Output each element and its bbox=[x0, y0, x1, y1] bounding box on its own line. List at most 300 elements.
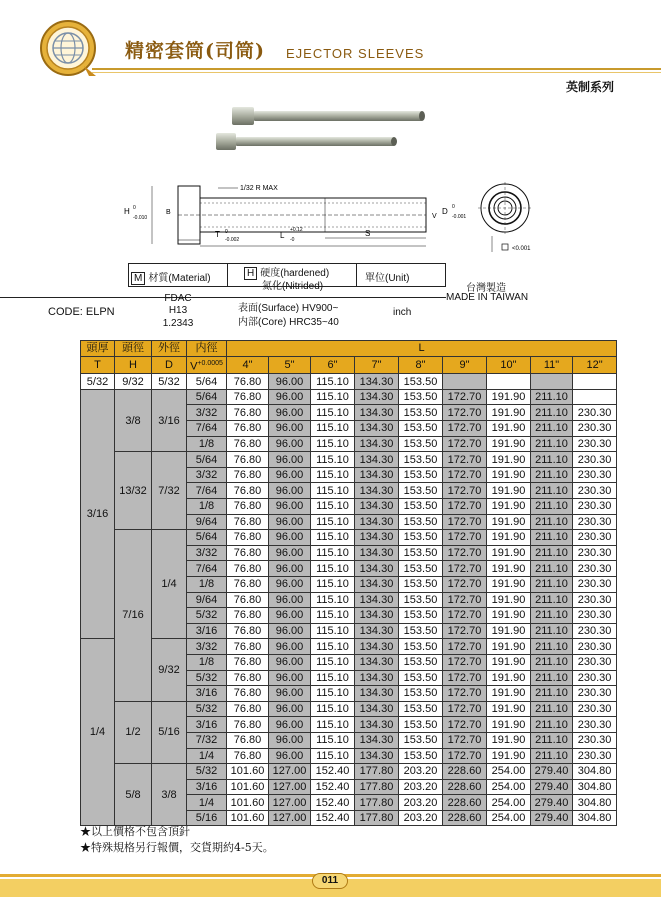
price-cell: 211.10 bbox=[531, 701, 573, 717]
spec-rule bbox=[0, 297, 446, 298]
price-cell: 191.90 bbox=[487, 530, 531, 546]
price-cell: 177.80 bbox=[355, 795, 399, 811]
price-cell: 211.10 bbox=[531, 748, 573, 764]
notes bbox=[80, 824, 274, 856]
material-1: FDAC bbox=[164, 293, 192, 304]
price-cell: 127.00 bbox=[269, 795, 311, 811]
header-row-2 bbox=[81, 356, 617, 374]
price-cell bbox=[573, 374, 617, 390]
price-cell: 203.20 bbox=[399, 810, 443, 826]
note-1: ★以上價格不包含頂針 bbox=[80, 825, 190, 838]
price-cell: 96.00 bbox=[269, 561, 311, 577]
price-cell: 115.10 bbox=[311, 421, 355, 437]
made-in-en: MADE IN TAIWAN bbox=[446, 292, 529, 303]
price-cell: 76.80 bbox=[227, 670, 269, 686]
price-cell: 172.70 bbox=[443, 545, 487, 561]
material-3: 1.2343 bbox=[162, 318, 194, 329]
price-cell: 134.30 bbox=[355, 389, 399, 405]
outer-dia-cell: 3/16 bbox=[152, 389, 187, 451]
inner-dia-cell: 3/16 bbox=[187, 717, 227, 733]
price-cell: 211.10 bbox=[531, 654, 573, 670]
price-cell: 115.10 bbox=[311, 717, 355, 733]
inner-dia-cell: 7/64 bbox=[187, 483, 227, 499]
price-cell: 134.30 bbox=[355, 639, 399, 655]
product-code: CODE: ELPN bbox=[48, 306, 115, 318]
d-tol-top: 0 bbox=[452, 204, 455, 210]
page-title-en: EJECTOR SLEEVES bbox=[286, 46, 425, 61]
price-cell: 76.80 bbox=[227, 623, 269, 639]
price-cell: 115.10 bbox=[311, 514, 355, 530]
len-9: 9" bbox=[443, 356, 487, 374]
price-cell: 191.90 bbox=[487, 608, 531, 624]
h-tol-top: 0 bbox=[133, 205, 136, 211]
price-cell: 115.10 bbox=[311, 467, 355, 483]
price-cell: 191.90 bbox=[487, 717, 531, 733]
price-cell: 230.30 bbox=[573, 654, 617, 670]
price-cell: 134.30 bbox=[355, 452, 399, 468]
price-cell: 76.80 bbox=[227, 608, 269, 624]
price-cell: 134.30 bbox=[355, 436, 399, 452]
price-cell: 153.50 bbox=[399, 639, 443, 655]
price-cell: 172.70 bbox=[443, 499, 487, 515]
price-cell: 96.00 bbox=[269, 374, 311, 390]
h-label: H bbox=[124, 207, 130, 216]
price-cell: 96.00 bbox=[269, 701, 311, 717]
price-cell: 152.40 bbox=[311, 779, 355, 795]
price-cell: 76.80 bbox=[227, 405, 269, 421]
price-cell: 115.10 bbox=[311, 732, 355, 748]
price-cell: 153.50 bbox=[399, 670, 443, 686]
head-dia-cell: 13/32 bbox=[115, 452, 152, 530]
price-cell: 211.10 bbox=[531, 499, 573, 515]
price-cell: 101.60 bbox=[227, 764, 269, 780]
price-cell: 134.30 bbox=[355, 670, 399, 686]
price-cell: 115.10 bbox=[311, 389, 355, 405]
price-cell: 115.10 bbox=[311, 561, 355, 577]
made-in-cn: 台灣製造 bbox=[466, 283, 506, 294]
price-cell: 228.60 bbox=[443, 764, 487, 780]
price-cell: 115.10 bbox=[311, 701, 355, 717]
price-cell: 96.00 bbox=[269, 576, 311, 592]
inner-dia-cell: 3/32 bbox=[187, 545, 227, 561]
price-cell: 230.30 bbox=[573, 561, 617, 577]
s-label: S bbox=[365, 229, 371, 238]
price-cell: 279.40 bbox=[531, 795, 573, 811]
price-cell: 153.50 bbox=[399, 374, 443, 390]
price-cell: 153.50 bbox=[399, 623, 443, 639]
price-cell: 177.80 bbox=[355, 779, 399, 795]
price-cell: 153.50 bbox=[399, 654, 443, 670]
header-rule bbox=[92, 68, 661, 70]
price-cell: 191.90 bbox=[487, 686, 531, 702]
table-row bbox=[81, 452, 617, 468]
price-cell: 172.70 bbox=[443, 748, 487, 764]
t-tol-bot: -0.002 bbox=[225, 237, 240, 243]
price-cell: 191.90 bbox=[487, 499, 531, 515]
price-cell: 134.30 bbox=[355, 717, 399, 733]
price-cell: 191.90 bbox=[487, 623, 531, 639]
outer-dia-cell: 1/4 bbox=[152, 530, 187, 639]
price-cell: 172.70 bbox=[443, 483, 487, 499]
price-cell: 127.00 bbox=[269, 764, 311, 780]
col-h-cn: 頭徑 bbox=[115, 341, 152, 357]
head-thickness-cell: 3/16 bbox=[81, 389, 115, 639]
col-t-cn: 頭厚 bbox=[81, 341, 115, 357]
table-row bbox=[81, 530, 617, 546]
price-cell: 115.10 bbox=[311, 483, 355, 499]
note-2: ★特殊規格另行報價，交貨期約4-5天。 bbox=[80, 841, 274, 854]
inner-dia-cell: 3/32 bbox=[187, 405, 227, 421]
inner-dia-cell: 3/16 bbox=[187, 686, 227, 702]
price-cell: 211.10 bbox=[531, 530, 573, 546]
nitrided-label: 氮化(Nitrided) bbox=[262, 281, 324, 292]
price-cell: 134.30 bbox=[355, 561, 399, 577]
price-cell: 76.80 bbox=[227, 701, 269, 717]
price-cell: 230.30 bbox=[573, 608, 617, 624]
price-cell: 76.80 bbox=[227, 374, 269, 390]
inner-dia-cell: 3/16 bbox=[187, 779, 227, 795]
price-cell: 76.80 bbox=[227, 389, 269, 405]
price-cell: 153.50 bbox=[399, 436, 443, 452]
price-cell: 76.80 bbox=[227, 717, 269, 733]
price-cell: 96.00 bbox=[269, 670, 311, 686]
outer-dia-cell: 7/32 bbox=[152, 452, 187, 530]
price-cell: 76.80 bbox=[227, 483, 269, 499]
price-cell: 134.30 bbox=[355, 592, 399, 608]
price-cell: 96.00 bbox=[269, 623, 311, 639]
h-badge: H bbox=[244, 267, 257, 280]
price-cell: 76.80 bbox=[227, 467, 269, 483]
price-cell: 76.80 bbox=[227, 452, 269, 468]
price-cell: 134.30 bbox=[355, 421, 399, 437]
price-cell: 172.70 bbox=[443, 670, 487, 686]
price-cell: 230.30 bbox=[573, 592, 617, 608]
header-row-1 bbox=[81, 341, 617, 357]
price-cell: 230.30 bbox=[573, 717, 617, 733]
len-12: 12" bbox=[573, 356, 617, 374]
price-cell: 115.10 bbox=[311, 608, 355, 624]
price-cell: 230.30 bbox=[573, 686, 617, 702]
hardness-heading: H 硬度(hardened) bbox=[244, 264, 329, 280]
price-cell: 115.10 bbox=[311, 654, 355, 670]
price-cell: 172.70 bbox=[443, 436, 487, 452]
price-cell: 211.10 bbox=[531, 732, 573, 748]
price-cell: 115.10 bbox=[311, 452, 355, 468]
price-cell: 230.30 bbox=[573, 436, 617, 452]
inner-dia-cell: 7/32 bbox=[187, 732, 227, 748]
col-d-cn: 外徑 bbox=[152, 341, 187, 357]
inner-dia-cell: 5/32 bbox=[187, 608, 227, 624]
price-cell: 211.10 bbox=[531, 514, 573, 530]
inner-dia-cell: 1/8 bbox=[187, 654, 227, 670]
price-cell: 191.90 bbox=[487, 421, 531, 437]
price-cell: 153.50 bbox=[399, 483, 443, 499]
price-cell: 115.10 bbox=[311, 623, 355, 639]
price-cell: 228.60 bbox=[443, 795, 487, 811]
inner-dia-cell: 5/16 bbox=[187, 810, 227, 826]
price-cell: 191.90 bbox=[487, 561, 531, 577]
outer-dia-cell: 3/8 bbox=[152, 764, 187, 826]
price-cell: 211.10 bbox=[531, 608, 573, 624]
material-2: H13 bbox=[168, 305, 188, 316]
price-cell: 115.10 bbox=[311, 436, 355, 452]
price-cell: 96.00 bbox=[269, 686, 311, 702]
price-cell: 153.50 bbox=[399, 686, 443, 702]
price-cell: 96.00 bbox=[269, 483, 311, 499]
price-cell: 96.00 bbox=[269, 748, 311, 764]
price-cell: 96.00 bbox=[269, 421, 311, 437]
price-cell: 177.80 bbox=[355, 764, 399, 780]
head-dia-cell: 9/32 bbox=[115, 374, 152, 390]
col-d: D bbox=[152, 356, 187, 374]
price-cell: 254.00 bbox=[487, 764, 531, 780]
inner-dia-cell: 3/32 bbox=[187, 639, 227, 655]
price-cell: 230.30 bbox=[573, 732, 617, 748]
inner-dia-cell: 5/32 bbox=[187, 701, 227, 717]
head-dia-cell: 7/16 bbox=[115, 530, 152, 702]
price-cell: 304.80 bbox=[573, 810, 617, 826]
price-cell: 134.30 bbox=[355, 701, 399, 717]
price-cell: 115.10 bbox=[311, 639, 355, 655]
price-cell: 230.30 bbox=[573, 670, 617, 686]
inner-dia-cell: 5/64 bbox=[187, 452, 227, 468]
price-cell: 304.80 bbox=[573, 795, 617, 811]
len-4: 4" bbox=[227, 356, 269, 374]
outer-dia-cell: 9/32 bbox=[152, 639, 187, 701]
outer-dia-cell: 5/16 bbox=[152, 701, 187, 763]
price-cell: 191.90 bbox=[487, 545, 531, 561]
price-cell: 230.30 bbox=[573, 499, 617, 515]
price-cell: 127.00 bbox=[269, 779, 311, 795]
price-cell: 134.30 bbox=[355, 576, 399, 592]
price-cell: 153.50 bbox=[399, 717, 443, 733]
price-cell bbox=[487, 374, 531, 390]
price-cell: 230.30 bbox=[573, 701, 617, 717]
v-label: V bbox=[432, 213, 437, 220]
b-label: B bbox=[166, 209, 171, 216]
price-cell: 115.10 bbox=[311, 576, 355, 592]
price-cell: 191.90 bbox=[487, 654, 531, 670]
technical-drawing bbox=[120, 178, 580, 258]
h-tol-bot: -0.010 bbox=[133, 215, 148, 221]
price-cell: 230.30 bbox=[573, 405, 617, 421]
price-cell: 172.70 bbox=[443, 514, 487, 530]
t-tol-top: 0 bbox=[225, 229, 228, 235]
price-cell: 211.10 bbox=[531, 545, 573, 561]
price-cell: 76.80 bbox=[227, 561, 269, 577]
inner-dia-cell: 3/32 bbox=[187, 467, 227, 483]
spec-block bbox=[0, 263, 661, 343]
material-heading: M 材質(Material) bbox=[131, 269, 211, 285]
price-cell: 172.70 bbox=[443, 717, 487, 733]
unit-value: inch bbox=[393, 307, 412, 318]
price-cell: 228.60 bbox=[443, 779, 487, 795]
len-7: 7" bbox=[355, 356, 399, 374]
page-number: 011 bbox=[312, 873, 348, 889]
price-cell: 203.20 bbox=[399, 764, 443, 780]
header-rule-thin bbox=[92, 72, 661, 73]
price-cell: 191.90 bbox=[487, 389, 531, 405]
head-thickness-cell: 1/4 bbox=[81, 639, 115, 826]
price-cell: 96.00 bbox=[269, 499, 311, 515]
price-cell: 211.10 bbox=[531, 623, 573, 639]
price-cell: 230.30 bbox=[573, 545, 617, 561]
price-cell: 191.90 bbox=[487, 483, 531, 499]
price-cell: 211.10 bbox=[531, 576, 573, 592]
price-cell: 230.30 bbox=[573, 748, 617, 764]
price-cell: 134.30 bbox=[355, 499, 399, 515]
price-cell: 76.80 bbox=[227, 639, 269, 655]
price-cell: 211.10 bbox=[531, 467, 573, 483]
price-cell: 172.70 bbox=[443, 405, 487, 421]
price-cell: 211.10 bbox=[531, 592, 573, 608]
price-cell: 279.40 bbox=[531, 810, 573, 826]
price-cell: 254.00 bbox=[487, 779, 531, 795]
price-cell bbox=[573, 389, 617, 405]
price-cell: 134.30 bbox=[355, 514, 399, 530]
price-cell: 191.90 bbox=[487, 576, 531, 592]
price-cell: 115.10 bbox=[311, 748, 355, 764]
price-cell: 172.70 bbox=[443, 686, 487, 702]
price-cell: 134.30 bbox=[355, 467, 399, 483]
price-cell: 96.00 bbox=[269, 732, 311, 748]
col-v: $V^{+0.0005}$ bbox=[187, 356, 227, 374]
price-cell: 230.30 bbox=[573, 452, 617, 468]
price-cell: 191.90 bbox=[487, 467, 531, 483]
price-cell: 76.80 bbox=[227, 732, 269, 748]
col-v-cn: 内徑 bbox=[187, 341, 227, 357]
product-photo bbox=[210, 103, 430, 163]
price-cell: 101.60 bbox=[227, 810, 269, 826]
price-cell: 152.40 bbox=[311, 764, 355, 780]
price-cell: 191.90 bbox=[487, 514, 531, 530]
price-cell: 211.10 bbox=[531, 639, 573, 655]
price-cell: 96.00 bbox=[269, 389, 311, 405]
price-cell: 191.90 bbox=[487, 701, 531, 717]
price-cell: 134.30 bbox=[355, 748, 399, 764]
price-cell: 191.90 bbox=[487, 732, 531, 748]
price-cell: 115.10 bbox=[311, 545, 355, 561]
inner-dia-cell: 5/64 bbox=[187, 374, 227, 390]
price-cell: 191.90 bbox=[487, 452, 531, 468]
price-cell: 230.30 bbox=[573, 483, 617, 499]
price-cell: 152.40 bbox=[311, 810, 355, 826]
price-cell: 153.50 bbox=[399, 701, 443, 717]
price-cell: 191.90 bbox=[487, 639, 531, 655]
v-tolerance-top: +0.0005 bbox=[197, 359, 223, 367]
price-cell: 76.80 bbox=[227, 436, 269, 452]
price-cell: 153.50 bbox=[399, 389, 443, 405]
inner-dia-cell: 7/64 bbox=[187, 421, 227, 437]
price-cell: 134.30 bbox=[355, 483, 399, 499]
price-cell: 96.00 bbox=[269, 608, 311, 624]
inner-dia-cell: 1/8 bbox=[187, 436, 227, 452]
price-cell: 172.70 bbox=[443, 608, 487, 624]
price-cell: 96.00 bbox=[269, 530, 311, 546]
price-cell: 153.50 bbox=[399, 545, 443, 561]
price-cell: 211.10 bbox=[531, 389, 573, 405]
price-cell: 115.10 bbox=[311, 374, 355, 390]
price-cell: 177.80 bbox=[355, 810, 399, 826]
price-cell: 230.30 bbox=[573, 639, 617, 655]
price-cell: 211.10 bbox=[531, 452, 573, 468]
outer-dia-cell: 5/32 bbox=[152, 374, 187, 390]
price-cell: 211.10 bbox=[531, 405, 573, 421]
price-cell: 134.30 bbox=[355, 686, 399, 702]
t-label: T bbox=[215, 230, 220, 239]
price-cell bbox=[443, 374, 487, 390]
unit-heading: 單位(Unit) bbox=[365, 273, 410, 284]
price-cell: 279.40 bbox=[531, 764, 573, 780]
hardness-core: 内部(Core) HRC35~40 bbox=[238, 317, 339, 328]
price-cell: 76.80 bbox=[227, 545, 269, 561]
price-cell: 153.50 bbox=[399, 530, 443, 546]
page-title-cn: 精密套筒(司筒) bbox=[125, 40, 265, 62]
head-thickness-cell: 5/32 bbox=[81, 374, 115, 390]
price-cell: 304.80 bbox=[573, 779, 617, 795]
price-cell: 96.00 bbox=[269, 654, 311, 670]
price-cell: 153.50 bbox=[399, 608, 443, 624]
price-cell: 96.00 bbox=[269, 639, 311, 655]
hardness-surface: 表面(Surface) HV900~ bbox=[238, 303, 339, 314]
price-cell: 153.50 bbox=[399, 514, 443, 530]
price-cell: 230.30 bbox=[573, 530, 617, 546]
price-cell: 153.50 bbox=[399, 561, 443, 577]
price-cell: 96.00 bbox=[269, 592, 311, 608]
price-cell: 76.80 bbox=[227, 530, 269, 546]
price-cell: 211.10 bbox=[531, 717, 573, 733]
d-label: D bbox=[442, 207, 448, 216]
head-dia-cell: 5/8 bbox=[115, 764, 152, 826]
inner-dia-cell: 9/64 bbox=[187, 592, 227, 608]
table-row bbox=[81, 764, 617, 780]
price-cell: 134.30 bbox=[355, 405, 399, 421]
price-cell: 76.80 bbox=[227, 421, 269, 437]
price-cell: 115.10 bbox=[311, 499, 355, 515]
inner-dia-cell: 5/32 bbox=[187, 764, 227, 780]
price-cell: 172.70 bbox=[443, 561, 487, 577]
inner-dia-cell: 7/64 bbox=[187, 561, 227, 577]
price-cell: 153.50 bbox=[399, 467, 443, 483]
price-cell: 153.50 bbox=[399, 499, 443, 515]
price-cell: 230.30 bbox=[573, 623, 617, 639]
price-cell: 230.30 bbox=[573, 576, 617, 592]
price-cell: 153.50 bbox=[399, 405, 443, 421]
price-cell: 76.80 bbox=[227, 592, 269, 608]
price-cell: 172.70 bbox=[443, 530, 487, 546]
table-row bbox=[81, 639, 617, 655]
price-cell: 172.70 bbox=[443, 452, 487, 468]
price-cell: 76.80 bbox=[227, 499, 269, 515]
price-cell: 96.00 bbox=[269, 405, 311, 421]
col-l-heading: L bbox=[227, 341, 617, 357]
len-6: 6" bbox=[311, 356, 355, 374]
price-cell: 230.30 bbox=[573, 421, 617, 437]
l-tol-top: +0.12 bbox=[290, 227, 303, 233]
d-tol-bot: -0.001 bbox=[452, 214, 467, 220]
inner-dia-cell: 1/8 bbox=[187, 576, 227, 592]
price-cell: 153.50 bbox=[399, 732, 443, 748]
series-label: 英制系列 bbox=[566, 80, 615, 94]
col-h: H bbox=[115, 356, 152, 374]
price-cell: 191.90 bbox=[487, 748, 531, 764]
price-cell: 172.70 bbox=[443, 467, 487, 483]
price-cell: 172.70 bbox=[443, 732, 487, 748]
price-cell: 304.80 bbox=[573, 764, 617, 780]
price-cell: 172.70 bbox=[443, 623, 487, 639]
inner-dia-cell: 5/32 bbox=[187, 670, 227, 686]
price-cell: 134.30 bbox=[355, 545, 399, 561]
